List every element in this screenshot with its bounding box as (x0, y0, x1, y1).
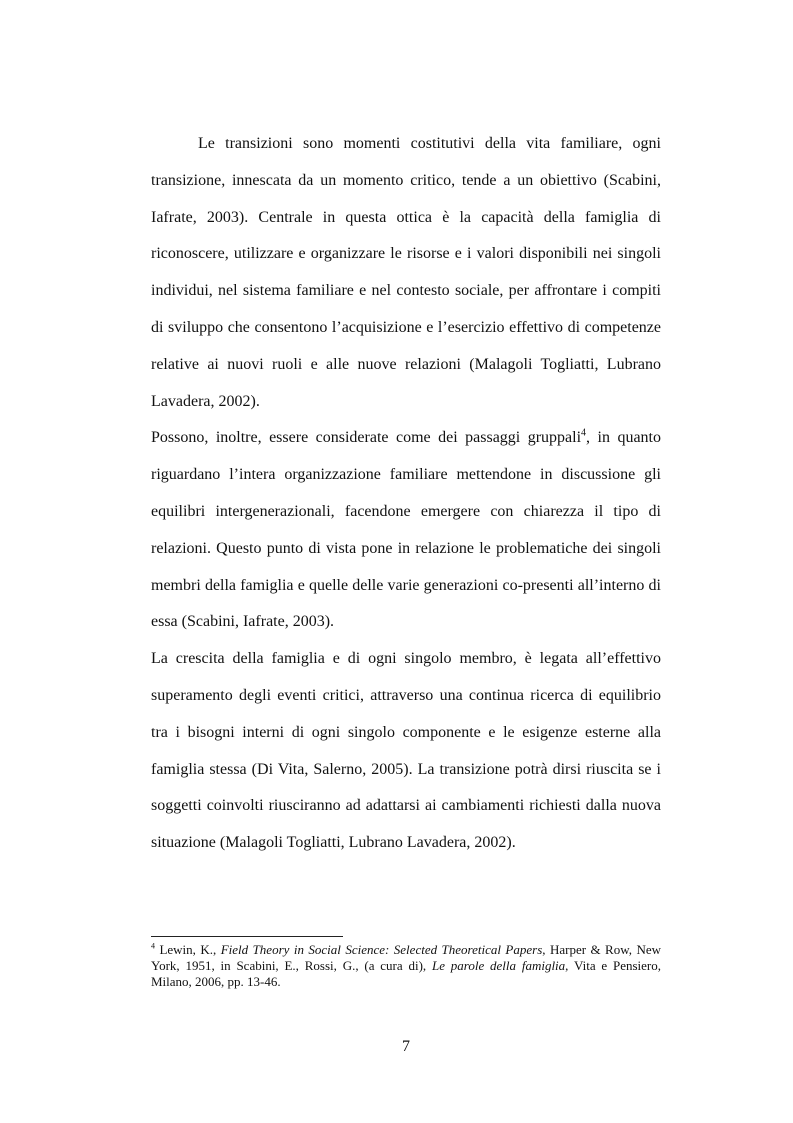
paragraph-1: Le transizioni sono momenti costitutivi della vita familiare, ogni transizione, innescata da un momento critico, tende a un obiettivo (Scabini, Iafrate, 2003). Centrale in questa ottica è la capacità della famiglia di riconoscere, utilizzare e organizzare le risorse e i valori disponibili nei singoli individui, nel sistema familiare e nel contesto sociale, per affrontare i compiti di sviluppo che consentono l’acquisizione e l’esercizio effettivo di competenze relative ai nuovi ruoli e alle nuove relazioni (Malagoli Togliatti, Lubrano Lavadera, 2002). (151, 135, 661, 410)
paragraph-2-start: Possono, inoltre, essere considerate come dei passaggi gruppali (151, 429, 582, 447)
footnote-number: 4 (151, 941, 155, 951)
paragraph-2 (151, 420, 661, 641)
footnote-separator (151, 936, 343, 937)
footnote-text-3: , Vita e Pensiero, Milano, 2006, pp. 13-46. (151, 958, 661, 989)
body-text (151, 126, 661, 862)
paragraph-2-end: , in quanto riguardano l’intera organizzazione familiare mettendone in discussione gli equilibri intergenerazionali, facendone emergere con chiarezza il tipo di relazioni. Questo punto di vista pone in relazione le problematiche dei singoli membri della famiglia e quelle delle varie generazioni co-presenti all’interno di essa (Scabini, Iafrate, 2003). (151, 429, 662, 631)
paragraph-3: La crescita della famiglia e di ogni singolo membro, è legata all’effettivo superamento degli eventi critici, attraverso una continua ricerca di equilibrio tra i bisogni interni di ogni singolo componente e le esigenze esterne alla famiglia stessa (Di Vita, Salerno, 2005). La transizione potrà dirsi riuscita se i soggetti coinvolti riusciranno ad adattarsi ai cambiamenti richiesti dalla nuova situazione (Malagoli Togliatti, Lubrano Lavadera, 2002). (151, 650, 661, 852)
footnote-title-2: Le parole della famiglia (431, 958, 566, 973)
footnote-title-1: Field Theory in Social Science: Selected Theoretical Papers (220, 942, 543, 957)
page-number: 7 (402, 1038, 410, 1055)
footnote-text-1: Lewin, K., (159, 942, 221, 957)
footnote-reference[interactable]: 4 (581, 428, 587, 440)
footnote-text-2: , Harper & Row, New York, 1951, in Scabini, E., Rossi, G., (a cura di), (151, 942, 661, 973)
footnote (151, 942, 661, 990)
